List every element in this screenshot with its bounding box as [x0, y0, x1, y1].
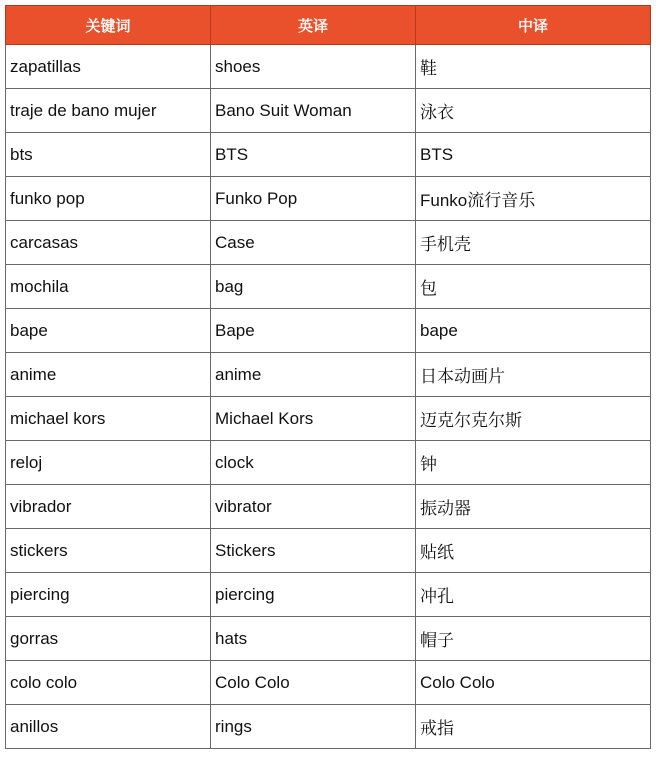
- keyword-cell: gorras: [6, 617, 211, 661]
- chinese-cell: 鞋: [416, 45, 651, 89]
- keyword-cell: bape: [6, 309, 211, 353]
- keyword-cell: anime: [6, 353, 211, 397]
- english-cell: BTS: [211, 133, 416, 177]
- table-body: [6, 45, 651, 749]
- keyword-cell: stickers: [6, 529, 211, 573]
- keyword-cell: zapatillas: [6, 45, 211, 89]
- keyword-cell: vibrador: [6, 485, 211, 529]
- chinese-cell: bape: [416, 309, 651, 353]
- english-cell: hats: [211, 617, 416, 661]
- table-row: [6, 89, 651, 133]
- header-chinese: 中译: [416, 6, 651, 45]
- table-row: [6, 573, 651, 617]
- english-cell: anime: [211, 353, 416, 397]
- table-row: [6, 485, 651, 529]
- keyword-cell: colo colo: [6, 661, 211, 705]
- keyword-cell: traje de bano mujer: [6, 89, 211, 133]
- chinese-cell: 贴纸: [416, 529, 651, 573]
- english-cell: clock: [211, 441, 416, 485]
- keyword-cell: carcasas: [6, 221, 211, 265]
- chinese-cell: 迈克尔克尔斯: [416, 397, 651, 441]
- english-cell: Michael Kors: [211, 397, 416, 441]
- keyword-cell: michael kors: [6, 397, 211, 441]
- keyword-cell: bts: [6, 133, 211, 177]
- english-cell: Stickers: [211, 529, 416, 573]
- english-cell: vibrator: [211, 485, 416, 529]
- chinese-cell: 手机壳: [416, 221, 651, 265]
- chinese-cell: 日本动画片: [416, 353, 651, 397]
- english-cell: rings: [211, 705, 416, 749]
- table-row: [6, 221, 651, 265]
- chinese-cell: 帽子: [416, 617, 651, 661]
- keyword-translation-table: [5, 5, 651, 749]
- english-cell: piercing: [211, 573, 416, 617]
- table-row: [6, 309, 651, 353]
- english-cell: Colo Colo: [211, 661, 416, 705]
- chinese-cell: Colo Colo: [416, 661, 651, 705]
- table-row: [6, 441, 651, 485]
- chinese-cell: BTS: [416, 133, 651, 177]
- keyword-cell: mochila: [6, 265, 211, 309]
- table-row: [6, 529, 651, 573]
- header-row: [6, 6, 651, 45]
- keyword-cell: piercing: [6, 573, 211, 617]
- english-cell: shoes: [211, 45, 416, 89]
- english-cell: Case: [211, 221, 416, 265]
- chinese-cell: Funko流行音乐: [416, 177, 651, 221]
- english-cell: Bano Suit Woman: [211, 89, 416, 133]
- table-header: [6, 6, 651, 45]
- table-row: [6, 45, 651, 89]
- english-cell: bag: [211, 265, 416, 309]
- keyword-cell: anillos: [6, 705, 211, 749]
- header-keyword: 关键词: [6, 6, 211, 45]
- chinese-cell: 包: [416, 265, 651, 309]
- table-row: [6, 265, 651, 309]
- table-row: [6, 661, 651, 705]
- table-row: [6, 397, 651, 441]
- table-row: [6, 705, 651, 749]
- chinese-cell: 振动器: [416, 485, 651, 529]
- header-english: 英译: [211, 6, 416, 45]
- chinese-cell: 戒指: [416, 705, 651, 749]
- table-row: [6, 353, 651, 397]
- table-row: [6, 177, 651, 221]
- english-cell: Bape: [211, 309, 416, 353]
- chinese-cell: 泳衣: [416, 89, 651, 133]
- chinese-cell: 钟: [416, 441, 651, 485]
- table-row: [6, 133, 651, 177]
- chinese-cell: 冲孔: [416, 573, 651, 617]
- english-cell: Funko Pop: [211, 177, 416, 221]
- keyword-cell: funko pop: [6, 177, 211, 221]
- keyword-cell: reloj: [6, 441, 211, 485]
- table-row: [6, 617, 651, 661]
